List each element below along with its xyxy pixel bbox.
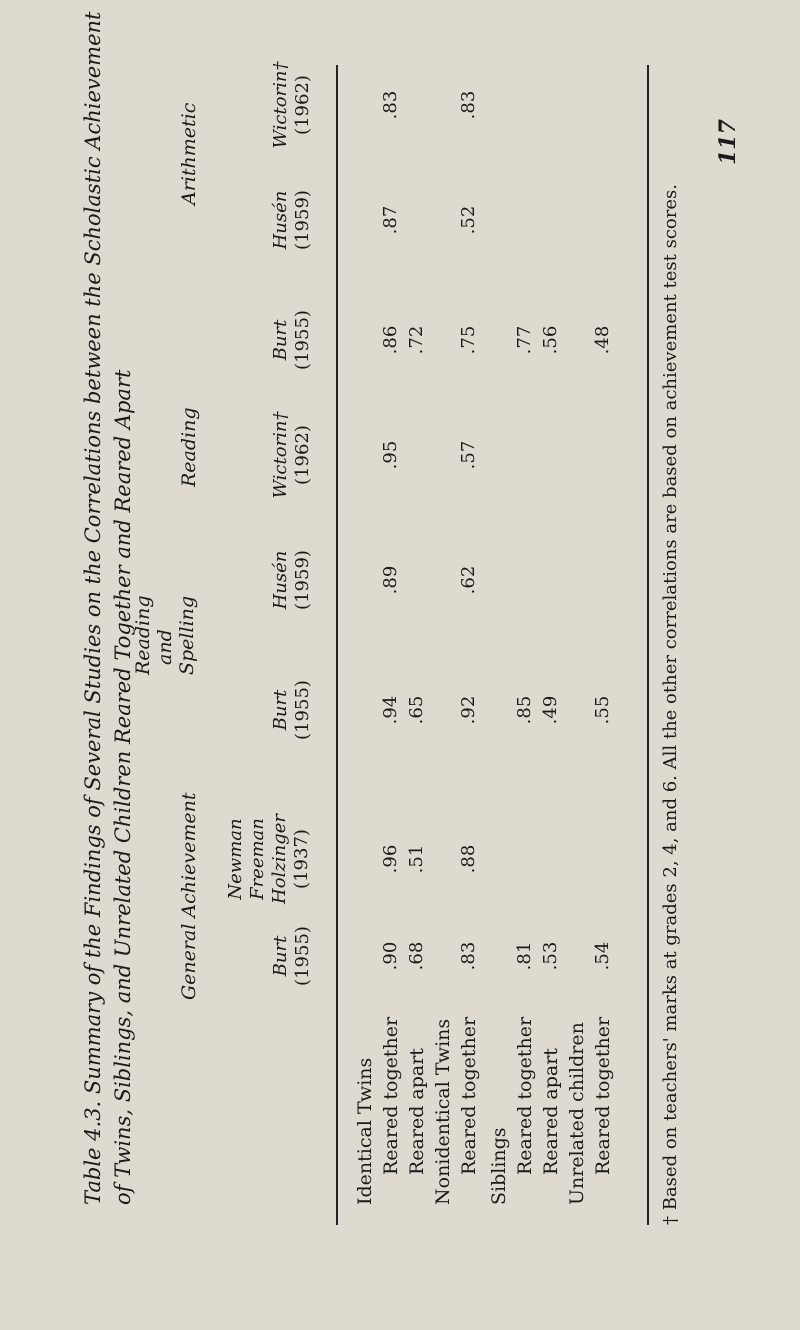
row-group-nonidentical-twins: Nonidentical Twins	[432, 1018, 454, 1205]
table-divider-top	[336, 65, 338, 1225]
cell-nonidentical-together-burt-arithmetic: .75	[458, 325, 479, 355]
column-name: Husén	[270, 190, 291, 250]
column-year: (1962)	[292, 75, 313, 135]
row-label-identical-reared-together: Reared together	[380, 1016, 402, 1175]
cell-nonidentical-together-nfh: .88	[458, 844, 479, 874]
column-year: (1955)	[292, 680, 313, 740]
column-name: Wictorin†	[270, 61, 291, 149]
column-name: Wictorin†	[270, 411, 291, 499]
column-header-newman-freeman-holzinger	[225, 811, 313, 907]
column-name-line-3: Holzinger	[269, 814, 290, 904]
cell-unrelated-together-burt-reading-spelling: .55	[592, 695, 613, 725]
header-general-achievement: General Achievement	[178, 792, 200, 1000]
column-year: (1962)	[292, 425, 313, 485]
cell-identical-together-burt-general: .90	[380, 941, 401, 971]
cell-nonidentical-together-husen-arithmetic: .52	[458, 205, 479, 235]
row-group-siblings: Siblings	[488, 1127, 510, 1205]
cell-siblings-together-burt-general: .81	[514, 941, 535, 971]
cell-identical-together-burt-reading-spelling: .94	[380, 695, 401, 725]
column-name: Burt	[270, 935, 291, 977]
cell-identical-together-husen-reading: .89	[380, 565, 401, 595]
cell-nonidentical-together-wictorin-arithmetic: .83	[458, 90, 479, 120]
cell-nonidentical-together-burt-general: .83	[458, 941, 479, 971]
cell-identical-together-burt-arithmetic: .86	[380, 325, 401, 355]
cell-siblings-together-burt-reading-spelling: .85	[514, 695, 535, 725]
column-name-line-1: Newman	[225, 818, 246, 900]
row-group-identical-twins: Identical Twins	[354, 1057, 376, 1205]
cell-identical-apart-nfh: .51	[406, 844, 427, 874]
column-name: Husén	[270, 550, 291, 610]
column-header-burt-1955-reading-spelling	[270, 665, 314, 755]
cell-identical-apart-burt-general: .68	[406, 941, 427, 971]
header-reading-spelling-line-3: Spelling	[176, 595, 198, 675]
header-reading-spelling-line-1: Reading	[132, 595, 154, 675]
cell-siblings-apart-burt-reading-spelling: .49	[540, 695, 561, 725]
cell-siblings-apart-burt-arithmetic: .56	[540, 325, 561, 355]
column-year: (1959)	[292, 190, 313, 250]
row-group-unrelated-children: Unrelated children	[566, 1022, 588, 1205]
column-name: Burt	[270, 689, 291, 731]
column-name-line-2: Freeman	[247, 818, 268, 900]
cell-unrelated-together-burt-general: .54	[592, 941, 613, 971]
column-header-husen-1959-reading	[270, 535, 314, 625]
cell-nonidentical-together-husen-reading: .62	[458, 565, 479, 595]
cell-identical-together-nfh: .96	[380, 844, 401, 874]
column-year: (1959)	[292, 550, 313, 610]
cell-nonidentical-together-burt-reading-spelling: .92	[458, 695, 479, 725]
column-header-wictorin-1962-arithmetic	[270, 55, 314, 155]
cell-unrelated-together-burt-arithmetic: .48	[592, 325, 613, 355]
column-year: (1937)	[291, 829, 312, 889]
table-divider-bottom	[647, 65, 649, 1225]
column-year: (1955)	[292, 310, 313, 370]
row-label-siblings-reared-together: Reared together	[514, 1016, 536, 1175]
header-reading-spelling	[132, 595, 198, 675]
row-label-nonidentical-reared-together: Reared together	[458, 1016, 480, 1175]
cell-identical-together-wictorin-arithmetic: .83	[380, 90, 401, 120]
row-label-identical-reared-apart: Reared apart	[406, 1048, 428, 1175]
cell-siblings-together-burt-arithmetic: .77	[514, 325, 535, 355]
column-year: (1955)	[292, 926, 313, 986]
rotated-page	[60, 11, 750, 1265]
column-header-husen-1959-arithmetic	[270, 175, 314, 265]
cell-identical-together-husen-arithmetic: .87	[380, 205, 401, 235]
cell-identical-together-wictorin-reading: .95	[380, 440, 401, 470]
header-reading-spelling-line-2: and	[154, 629, 176, 665]
column-header-burt-1955-arithmetic	[270, 295, 314, 385]
column-header-burt-1955-general	[270, 911, 314, 1001]
cell-identical-apart-burt-arithmetic: .72	[406, 325, 427, 355]
table-title-line-1: Table 4.3. Summary of the Findings of Several Studies on the Correlations between the Scholastic Achievement	[81, 11, 105, 1205]
row-label-siblings-reared-apart: Reared apart	[540, 1048, 562, 1175]
cell-identical-apart-burt-reading-spelling: .65	[406, 695, 427, 725]
header-arithmetic: Arithmetic	[178, 102, 200, 205]
footnote: † Based on teachers' marks at grades 2, 4, and 6. All the other correlations are based on achievement test scores.	[660, 184, 681, 1225]
cell-siblings-apart-burt-general: .53	[540, 941, 561, 971]
column-header-wictorin-1962-reading	[270, 405, 314, 505]
column-name: Burt	[270, 319, 291, 361]
table-title-line-2: of Twins, Siblings, and Unrelated Children Reared Together and Reared Apart	[111, 369, 135, 1205]
header-reading: Reading	[178, 407, 200, 487]
row-label-unrelated-reared-together: Reared together	[592, 1016, 614, 1175]
cell-nonidentical-together-wictorin-reading: .57	[458, 440, 479, 470]
page-number: 117	[715, 119, 741, 165]
